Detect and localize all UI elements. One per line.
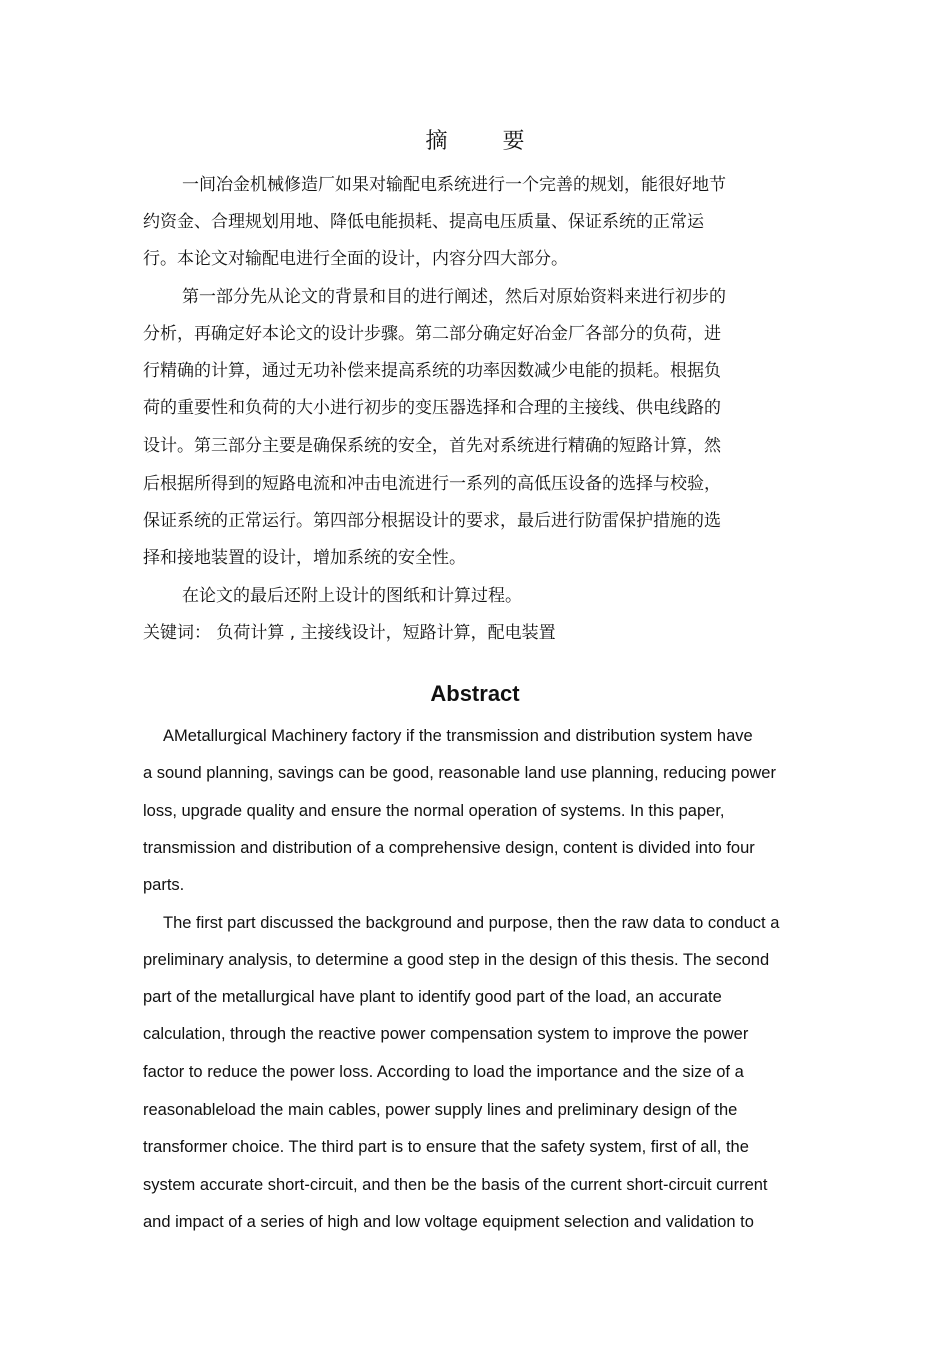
chinese-abstract-line: 后根据所得到的短路电流和冲击电流进行一系列的高低压设备的选择与校验， bbox=[143, 474, 721, 494]
keywords-line: 关键词： 负荷计算 , 主接线设计，短路计算，配电装置 bbox=[143, 623, 556, 643]
english-abstract-line: loss, upgrade quality and ensure the normal operation of systems. In this paper, bbox=[143, 802, 725, 820]
chinese-abstract-line: 荷的重要性和负荷的大小进行初步的变压器选择和合理的主接线、供电线路的 bbox=[143, 398, 721, 418]
chinese-abstract-line: 一间冶金机械修造厂如果对输配电系统进行一个完善的规划，能很好地节 bbox=[182, 175, 726, 195]
english-abstract-line: transmission and distribution of a comprehensive design, content is divided into four bbox=[143, 839, 755, 857]
chinese-abstract-line: 第一部分先从论文的背景和目的进行阐述，然后对原始资料来进行初步的 bbox=[182, 287, 726, 307]
english-abstract-line: preliminary analysis, to determine a good step in the design of this thesis. The second bbox=[143, 951, 770, 969]
chinese-abstract-line: 在论文的最后还附上设计的图纸和计算过程。 bbox=[182, 586, 522, 606]
english-abstract-line: and impact of a series of high and low voltage equipment selection and validation to bbox=[143, 1213, 754, 1231]
chinese-abstract-line: 设计。第三部分主要是确保系统的安全，首先对系统进行精确的短路计算，然 bbox=[143, 436, 721, 456]
english-abstract-line: parts. bbox=[143, 876, 185, 894]
chinese-abstract-line: 分析，再确定好本论文的设计步骤。第二部分确定好冶金厂各部分的负荷，进 bbox=[143, 324, 721, 344]
english-abstract-line: calculation, through the reactive power compensation system to improve the power bbox=[143, 1025, 749, 1043]
chinese-abstract-line: 行精确的计算，通过无功补偿来提高系统的功率因数减少电能的损耗。根据负 bbox=[143, 361, 721, 381]
chinese-abstract-title: 摘 要 bbox=[425, 129, 549, 154]
chinese-abstract-line: 约资金、合理规划用地、降低电能损耗、提高电压质量、保证系统的正常运 bbox=[143, 212, 704, 232]
english-abstract-line: transformer choice. The third part is to ensure that the safety system, first of all, the bbox=[143, 1138, 749, 1156]
english-abstract-line: reasonableload the main cables, power supply lines and preliminary design of the bbox=[143, 1101, 738, 1119]
chinese-abstract-line: 行。本论文对输配电进行全面的设计，内容分四大部分。 bbox=[143, 249, 568, 269]
chinese-abstract-line: 择和接地装置的设计，增加系统的安全性。 bbox=[143, 548, 466, 568]
english-abstract-line: AMetallurgical Machinery factory if the transmission and distribution system have bbox=[163, 727, 753, 745]
english-abstract-line: part of the metallurgical have plant to identify good part of the load, an accurate bbox=[143, 988, 722, 1006]
english-abstract-line: The first part discussed the background and purpose, then the raw data to conduct a bbox=[163, 914, 780, 932]
english-abstract-line: system accurate short-circuit, and then be the basis of the current short-circuit current bbox=[143, 1176, 768, 1194]
english-abstract-line: a sound planning, savings can be good, reasonable land use planning, reducing power bbox=[143, 764, 776, 782]
english-abstract-line: factor to reduce the power loss. According to load the importance and the size of a bbox=[143, 1063, 744, 1081]
english-abstract-title: Abstract bbox=[430, 681, 520, 706]
chinese-abstract-line: 保证系统的正常运行。第四部分根据设计的要求，最后进行防雷保护措施的选 bbox=[143, 511, 721, 531]
